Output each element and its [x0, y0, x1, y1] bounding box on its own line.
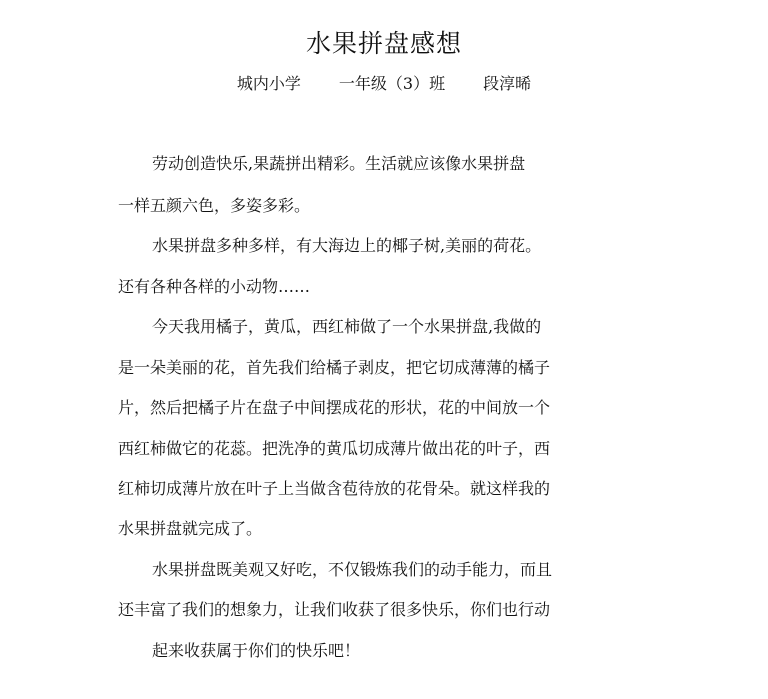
paragraph-line: 今天我用橘子，黄瓜，西红柿做了一个水果拼盘,我做的 [152, 317, 542, 336]
paragraph-line: 水果拼盘多种多样，有大海边上的椰子树,美丽的荷花。 [152, 236, 542, 255]
paragraph-line: 一样五颜六色，多姿多彩。 [118, 196, 311, 215]
class-name: 一年级（3）班 [338, 74, 446, 93]
paragraph-line: 水果拼盘就完成了。 [118, 519, 263, 538]
paragraph-line: 水果拼盘既美观又好吃，不仅锻炼我们的动手能力，而且 [152, 560, 553, 579]
paragraph-line: 起来收获属于你们的快乐吧！ [152, 641, 361, 660]
document-title: 水果拼盘感想 [305, 29, 462, 58]
paragraph-line: 红柿切成薄片放在叶子上当做含苞待放的花骨朵。就这样我的 [118, 479, 551, 498]
paragraph-line: 西红柿做它的花蕊。把洗净的黄瓜切成薄片做出花的叶子，西 [118, 439, 551, 458]
paragraph-line: 还丰富了我们的想象力，让我们收获了很多快乐，你们也行动 [118, 600, 551, 619]
paragraph-line: 还有各种各样的小动物…… [118, 277, 311, 296]
author-name: 段淳晞 [483, 74, 532, 93]
paragraph-line: 是一朵美丽的花，首先我们给橘子剥皮，把它切成薄薄的橘子 [118, 358, 551, 377]
paragraph-line: 劳动创造快乐,果蔬拼出精彩。生活就应该像水果拼盘 [152, 154, 526, 173]
school-name: 城内小学 [236, 74, 301, 93]
author-byline [0, 70, 768, 98]
paragraph-line: 片，然后把橘子片在盘子中间摆成花的形状，花的中间放一个 [118, 398, 551, 417]
